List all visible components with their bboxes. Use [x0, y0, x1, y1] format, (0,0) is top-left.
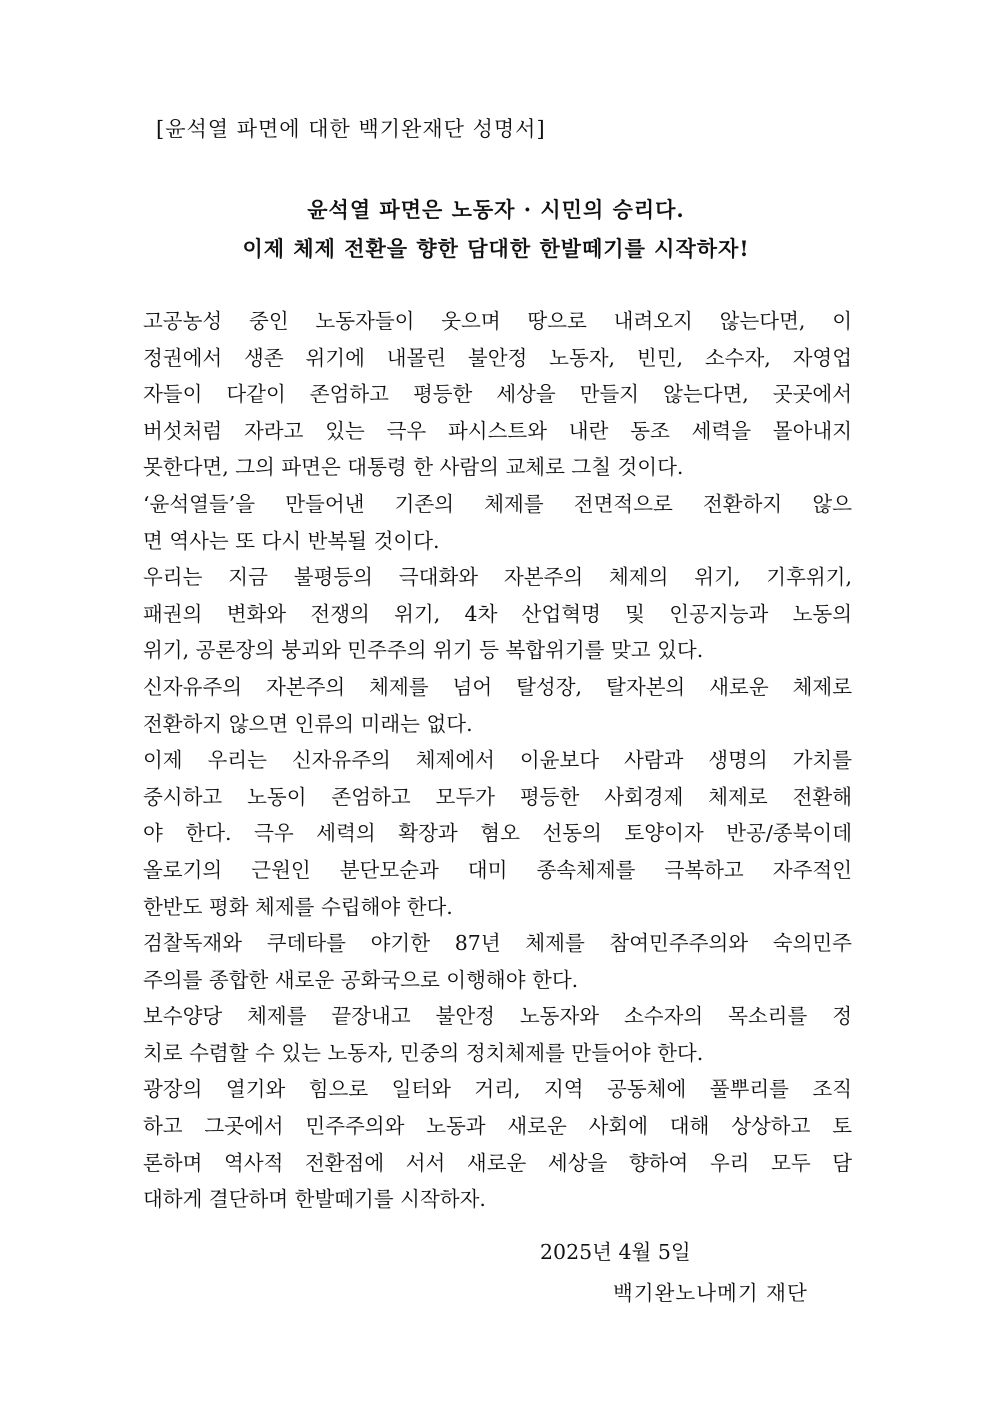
body-line: 정권에서 생존 위기에 내몰린 불안정 노동자, 빈민, 소수자, 자영업: [143, 345, 852, 370]
body-line: 신자유주의 자본주의 체제를 넘어 탈성장, 탈자본의 새로운 체제로: [143, 674, 852, 699]
body-line: 주의를 종합한 새로운 공화국으로 이행해야 한다.: [143, 967, 579, 992]
statement-date: 2025년 4월 5일: [540, 1240, 691, 1264]
issuing-organization: 백기완노나메기 재단: [613, 1281, 808, 1305]
body-line: ‘윤석열들’을 만들어낸 기존의 체제를 전면적으로 전환하지 않으: [143, 491, 852, 516]
body-line: 우리는 지금 불평등의 극대화와 자본주의 체제의 위기, 기후위기,: [143, 565, 852, 590]
headline-line-1: 윤석열 파면은 노동자 · 시민의 승리다.: [307, 197, 685, 222]
body-line: 보수양당 체제를 끝장내고 불안정 노동자와 소수자의 목소리를 정: [143, 1004, 852, 1029]
body-line: 못한다면, 그의 파면은 대통령 한 사람의 교체로 그칠 것이다.: [143, 455, 684, 480]
body-line: 검찰독재와 쿠데타를 야기한 87년 체제를 참여민주주의와 숙의민주: [143, 931, 852, 956]
body-line: 올로기의 근원인 분단모순과 대미 종속체제를 극복하고 자주적인: [143, 857, 852, 882]
body-line: 이제 우리는 신자유주의 체제에서 이윤보다 사람과 생명의 가치를: [143, 748, 852, 773]
body-line: 대하게 결단하며 한발떼기를 시작하자.: [143, 1187, 486, 1212]
body-line: 고공농성 중인 노동자들이 웃으며 땅으로 내려오지 않는다면, 이: [143, 309, 852, 333]
body-line: 광장의 열기와 힘으로 일터와 거리, 지역 공동체에 풀뿌리를 조직: [143, 1077, 852, 1102]
body-line: 론하며 역사적 전환점에 서서 새로운 세상을 향하여 우리 모두 담: [143, 1150, 852, 1175]
body-line: 야 한다. 극우 세력의 확장과 혐오 선동의 토양이자 반공/종북이데: [143, 821, 852, 846]
body-line: 버섯처럼 자라고 있는 극우 파시스트와 내란 동조 세력을 몰아내지: [143, 418, 852, 443]
body-line: 치로 수렴할 수 있는 노동자, 민중의 정치체제를 만들어야 한다.: [143, 1040, 704, 1065]
body-line: 하고 그곳에서 민주주의와 노동과 새로운 사회에 대해 상상하고 토: [143, 1114, 852, 1139]
body-line: 면 역사는 또 다시 반복될 것이다.: [143, 528, 440, 553]
body-line: 위기, 공론장의 붕괴와 민주주의 위기 등 복합위기를 맞고 있다.: [143, 638, 704, 663]
body-line: 자들이 다같이 존엄하고 평등한 세상을 만들지 않는다면, 곳곳에서: [143, 382, 852, 407]
statement-body: [143, 303, 852, 1218]
body-line: 중시하고 노동이 존엄하고 모두가 평등한 사회경제 체제로 전환해: [143, 784, 852, 809]
document-header: [윤석열 파면에 대한 백기완재단 성명서]: [156, 117, 546, 141]
body-line: 패권의 변화와 전쟁의 위기, 4차 산업혁명 및 인공지능과 노동의: [143, 601, 852, 626]
headline-line-2: 이제 체제 전환을 향한 담대한 한발떼기를 시작하자!: [242, 236, 750, 261]
body-line: 전환하지 않으면 인류의 미래는 없다.: [143, 711, 473, 736]
body-line: 한반도 평화 체제를 수립해야 한다.: [143, 894, 453, 919]
